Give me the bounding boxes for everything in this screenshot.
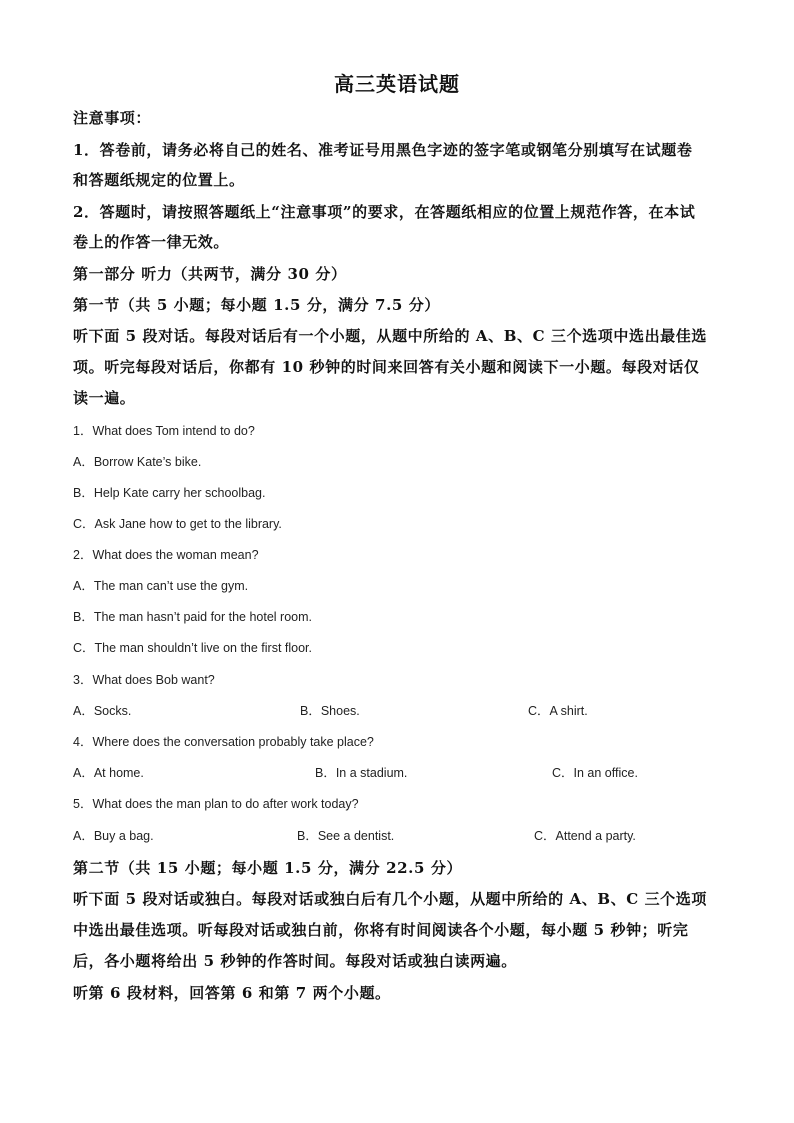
part1-heading: 第一部分 听力（共两节，满分 30 分）	[73, 265, 347, 283]
material-6-intro: 听第 6 段材料，回答第 6 和第 7 两个小题。	[73, 984, 391, 1002]
question-3-option-a: A．Socks.	[73, 704, 132, 718]
notice-item-1-line-1: 1．答卷前，请务必将自己的姓名、准考证号用黑色字迹的签字笔或钢笔分别填写在试题卷	[73, 141, 693, 159]
notice-item-1-line-2: 和答题纸规定的位置上。	[73, 171, 245, 189]
page-title: 高三英语试题	[334, 72, 460, 96]
section2-instruction-line-2: 中选出最佳选项。听每段对话或独白前，你将有时间阅读各个小题，每小题 5 秒钟；听完	[73, 921, 689, 939]
notice-item-2-line-2: 卷上的作答一律无效。	[73, 233, 230, 251]
question-3-option-c: C．A shirt.	[528, 704, 588, 718]
section2-instruction-line-3: 后，各小题将给出 5 秒钟的作答时间。每段对话或独白读两遍。	[73, 952, 517, 970]
question-4-option-b: B．In a stadium.	[315, 766, 408, 780]
section1-instruction-line-1: 听下面 5 段对话。每段对话后有一个小题，从题中所给的 A、B、C 三个选项中选出最佳选	[73, 327, 707, 345]
notice-heading: 注意事项：	[73, 109, 152, 127]
question-1-stem: 1．What does Tom intend to do?	[73, 424, 255, 438]
question-4-option-a: A．At home.	[73, 766, 144, 780]
question-2-option-b: B．The man hasn’t paid for the hotel room.	[73, 610, 313, 624]
section2-instruction-line-1: 听下面 5 段对话或独白。每段对话或独白后有几个小题，从题中所给的 A、B、C 三个选项	[73, 890, 707, 908]
section1-instruction-line-2: 项。听完每段对话后，你都有 10 秒钟的时间来回答有关小题和阅读下一小题。每段对话仅	[73, 358, 700, 376]
question-2-stem: 2．What does the woman mean?	[73, 548, 259, 562]
question-5-option-c: C．Attend a party.	[534, 829, 636, 843]
question-5-option-b: B．See a dentist.	[297, 829, 395, 843]
question-1-option-a: A．Borrow Kate’s bike.	[73, 455, 202, 469]
question-3-option-b: B．Shoes.	[300, 704, 360, 718]
question-2-option-c: C．The man shouldn’t live on the first floor.	[73, 641, 313, 655]
question-2-option-a: A．The man can’t use the gym.	[73, 579, 249, 593]
question-4-stem: 4．Where does the conversation probably take place?	[73, 735, 374, 749]
question-4-option-c: C．In an office.	[552, 766, 638, 780]
question-5-stem: 5．What does the man plan to do after work today?	[73, 797, 359, 811]
section1-instruction-line-3: 读一遍。	[73, 389, 136, 407]
notice-item-2-line-1: 2．答题时，请按照答题纸上“注意事项”的要求，在答题纸相应的位置上规范作答，在本试	[73, 203, 696, 221]
section1-heading: 第一节（共 5 小题；每小题 1.5 分，满分 7.5 分）	[73, 296, 440, 314]
question-1-option-c: C．Ask Jane how to get to the library.	[73, 517, 282, 531]
question-3-stem: 3．What does Bob want?	[73, 673, 215, 687]
section2-heading: 第二节（共 15 小题；每小题 1.5 分，满分 22.5 分）	[73, 859, 463, 877]
question-5-option-a: A．Buy a bag.	[73, 829, 154, 843]
question-1-option-b: B．Help Kate carry her schoolbag.	[73, 486, 266, 500]
